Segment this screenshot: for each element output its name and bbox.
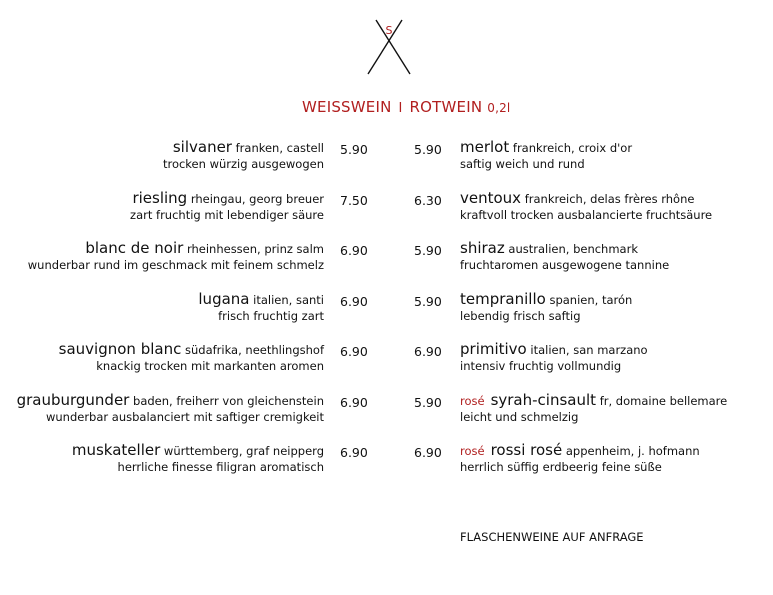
wine-origin: fr, domaine bellemare	[599, 393, 728, 408]
white-wine-prices	[340, 142, 380, 496]
list-item	[460, 442, 770, 493]
wine-origin: frankreich, delas frères rhône	[524, 191, 695, 206]
wine-title-line	[0, 139, 324, 157]
wine-title-line	[460, 291, 770, 309]
wine-description: intensiv fruchtig vollmundig	[460, 359, 622, 373]
wine-origin: franken, castell	[235, 141, 324, 155]
wine-price: 6.90	[340, 293, 368, 309]
wine-price: 7.50	[340, 192, 368, 208]
wine-name: shiraz	[460, 239, 505, 257]
title-red: ROTWEIN	[409, 98, 483, 116]
wine-name: syrah-cinsault	[490, 390, 597, 409]
wine-price: 5.90	[414, 243, 442, 258]
wine-origin: appenheim, j. hofmann	[565, 444, 700, 458]
footer-note: FLASCHENWEINE AUF ANFRAGE	[460, 530, 644, 544]
wine-price: 5.90	[414, 142, 442, 157]
wine-description: fruchtaromen ausgewogene tannine	[460, 258, 670, 272]
wine-description: herrlich süffig erdbeerig feine süße	[460, 460, 662, 474]
wine-origin: australien, benchmark	[508, 242, 638, 256]
wine-description: herrliche finesse filigran aromatisch	[117, 460, 324, 474]
wine-origin: italien, san marzano	[530, 343, 648, 357]
title-white: WEISSWEIN	[302, 98, 392, 116]
wine-origin: frankreich, croix d'or	[512, 141, 633, 155]
wine-price: 6.90	[414, 344, 442, 359]
list-item	[0, 240, 324, 291]
wine-origin: rheingau, georg breuer	[190, 191, 324, 206]
list-item	[460, 190, 770, 241]
list-item	[460, 291, 770, 342]
wine-description: frisch fruchtig zart	[218, 308, 324, 323]
wine-name: ventoux	[460, 188, 522, 207]
wine-price: 5.90	[340, 142, 368, 157]
list-item	[0, 190, 324, 241]
red-wine-list	[460, 139, 770, 493]
wine-origin: südafrika, neethlingshof	[185, 343, 324, 357]
wine-title-line	[0, 291, 324, 309]
wine-title-line	[460, 190, 770, 208]
wine-description: trocken würzig ausgewogen	[162, 157, 324, 171]
list-item	[0, 139, 324, 190]
wine-origin: italien, santi	[253, 292, 324, 307]
wine-type-label: rosé	[460, 393, 485, 408]
wine-price: 6.90	[340, 394, 368, 410]
red-wine-prices	[414, 142, 454, 496]
title-separator: I	[398, 101, 403, 116]
wine-price: 5.90	[414, 394, 442, 410]
wine-type-label: rosé	[460, 444, 485, 458]
wine-name: silvaner	[172, 138, 232, 156]
wine-description: kraftvoll trocken ausbalancierte fruchtsäure	[460, 207, 713, 222]
wine-price: 6.90	[414, 445, 442, 460]
wine-price: 6.30	[414, 192, 442, 208]
logo	[362, 18, 416, 76]
list-item	[460, 139, 770, 190]
wine-name: lugana	[198, 289, 250, 308]
wine-name: rossi rosé	[490, 441, 563, 459]
wine-title-line	[0, 442, 324, 460]
wine-name: primitivo	[460, 340, 527, 358]
list-item	[460, 240, 770, 291]
wine-origin: spanien, tarón	[549, 292, 633, 307]
title-size: 0,2l	[487, 101, 511, 115]
wine-title-line	[0, 341, 324, 359]
wine-title-line	[0, 190, 324, 208]
wine-origin: rheinhessen, prinz salm	[186, 242, 324, 256]
wine-title-line	[460, 139, 770, 157]
wine-origin: baden, freiherr von gleichenstein	[133, 393, 324, 408]
wine-price: 6.90	[340, 344, 368, 359]
wine-name: sauvignon blanc	[58, 340, 182, 358]
menu-title	[302, 98, 532, 116]
wine-title-line	[460, 341, 770, 359]
list-item	[0, 341, 324, 392]
wine-title-line	[460, 240, 770, 258]
wine-name: merlot	[460, 138, 510, 156]
wine-description: zart fruchtig mit lebendiger säure	[130, 207, 324, 222]
wine-title-line	[460, 442, 770, 460]
wine-title-line	[460, 392, 770, 410]
wine-name: tempranillo	[460, 289, 546, 308]
white-wine-list	[0, 139, 324, 493]
wine-description: wunderbar ausbalanciert mit saftiger cremigkeit	[45, 409, 324, 424]
wine-description: knackig trocken mit markanten aromen	[96, 359, 324, 373]
wine-description: leicht und schmelzig	[460, 409, 579, 424]
wine-price: 5.90	[414, 293, 442, 309]
list-item	[460, 341, 770, 392]
list-item	[0, 392, 324, 443]
wine-name: muskateller	[71, 441, 161, 459]
wine-name: grauburgunder	[16, 390, 130, 409]
wine-title-line	[0, 240, 324, 258]
wine-name: blanc de noir	[85, 239, 184, 257]
list-item	[0, 291, 324, 342]
wine-title-line	[0, 392, 324, 410]
wine-description: lebendig frisch saftig	[460, 308, 581, 323]
wine-name: riesling	[132, 188, 188, 207]
wine-price: 6.90	[340, 445, 368, 460]
wine-description: saftig weich und rund	[460, 157, 585, 171]
list-item	[460, 392, 770, 443]
logo-letter: S	[385, 24, 393, 37]
wine-description: wunderbar rund im geschmack mit feinem schmelz	[27, 258, 324, 272]
wine-origin: württemberg, graf neipperg	[163, 444, 324, 458]
wine-price: 6.90	[340, 243, 368, 258]
list-item	[0, 442, 324, 493]
